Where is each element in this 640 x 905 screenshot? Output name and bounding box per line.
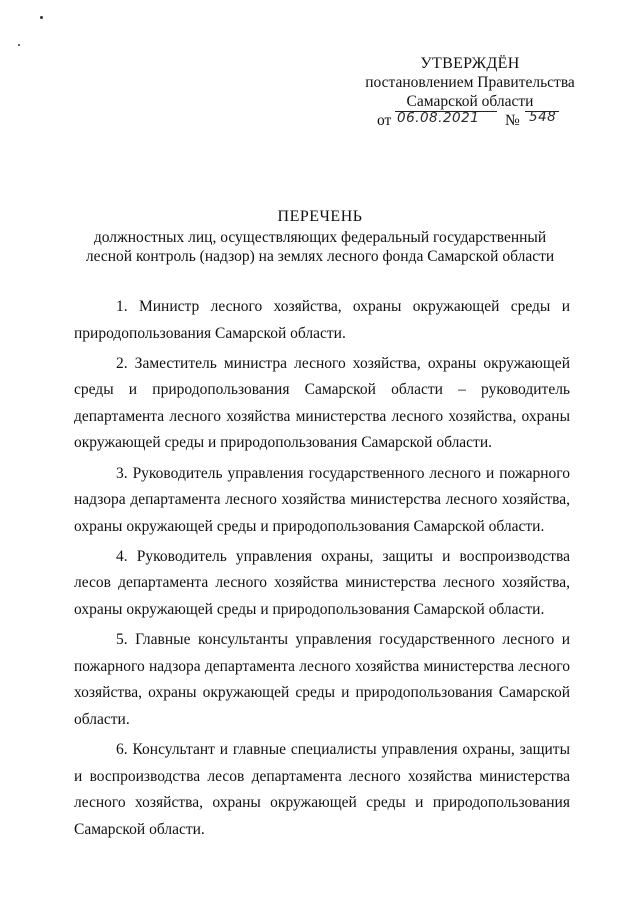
approval-stamp-block <box>335 54 605 133</box>
scan-speck <box>18 44 20 46</box>
list-item: 6. Консультант и главные специалисты управления охраны, защиты и воспроизводства лесов департамента лесного хозяйства министерства лесного хозяйства, охраны окружающей среды и природопользования Самарской области. <box>74 741 570 838</box>
approval-line-1: постановлением Правительства <box>365 74 575 91</box>
document-subtitle-line-1: должностных лиц, осуществляющих федеральный государственный <box>93 229 547 246</box>
scan-speck <box>40 16 43 19</box>
date-value: 06.08.2021 <box>397 110 480 126</box>
list-item: 5. Главные консультанты управления государственного лесного и пожарного надзора департамента лесного хозяйства министерства лесного хозяйства, охраны окружающей среды и природопользования Самарской области. <box>74 631 570 728</box>
approval-line-2: Самарской области <box>406 93 534 110</box>
document-title: ПЕРЕЧЕНЬ <box>277 208 363 225</box>
approval-title: УТВЕРЖДЁН <box>420 55 520 72</box>
number-prefix: № <box>505 112 520 129</box>
officials-list <box>74 294 570 847</box>
number-value: 548 <box>529 109 557 125</box>
approval-date-line <box>335 111 605 133</box>
list-item: 3. Руководитель управления государственного лесного и пожарного надзора департамента лесного хозяйства министерства лесного хозяйства, охраны окружающей среды и природопользования Самарской области. <box>74 464 570 535</box>
document-subtitle-line-2: лесной контроль (надзор) на землях лесного фонда Самарской области <box>85 248 555 265</box>
list-item: 1. Министр лесного хозяйства, охраны окружающей среды и природопользования Самарской области. <box>74 298 570 342</box>
list-item: 2. Заместитель министра лесного хозяйства, охраны окружающей среды и природопользования Самарской области – руководитель департамента лесного хозяйства министерства лесного хозяйства, охраны окружающей среды и природопользования Самарской области. <box>74 354 570 452</box>
document-heading <box>60 207 580 266</box>
date-prefix: от <box>377 112 392 129</box>
list-item: 4. Руководитель управления охраны, защиты и воспроизводства лесов департамента лесного хозяйства министерства лесного хозяйства, охраны окружающей среды и природопользования Самарской области. <box>74 547 570 619</box>
